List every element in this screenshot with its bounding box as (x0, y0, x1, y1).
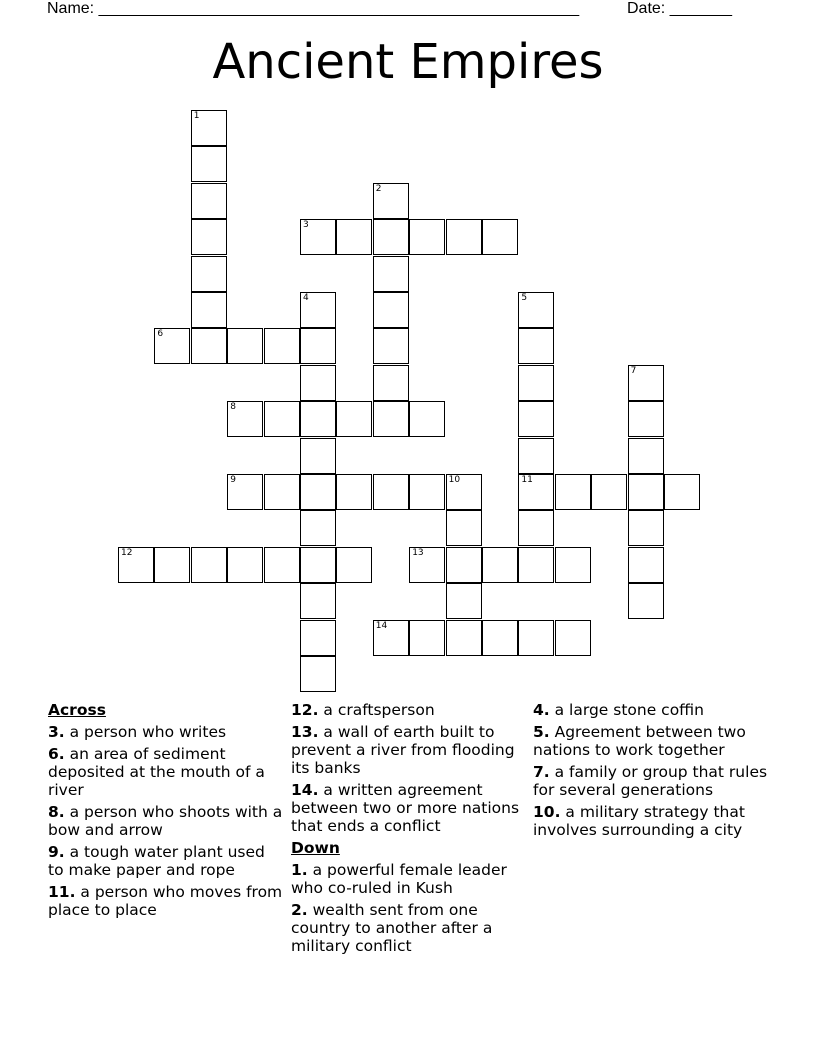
grid-cell[interactable] (191, 547, 227, 583)
clue-number: 4. (533, 701, 550, 719)
clue-text: a powerful female leader who co-ruled in Kush (291, 861, 507, 897)
grid-cell[interactable] (482, 547, 518, 583)
grid-cell[interactable] (373, 183, 409, 219)
clue-item (48, 745, 283, 799)
clue-item (533, 803, 773, 839)
grid-cell[interactable] (518, 292, 554, 328)
grid-cell[interactable] (300, 292, 336, 328)
grid-cell[interactable] (191, 183, 227, 219)
clue-number: 12. (291, 701, 319, 719)
clue-number: 13. (291, 723, 319, 741)
grid-cell[interactable] (227, 401, 263, 437)
clue-text: a craftsperson (318, 701, 435, 719)
grid-cell[interactable] (518, 510, 554, 546)
grid-cell[interactable] (628, 547, 664, 583)
grid-cell[interactable] (300, 547, 336, 583)
cell-number: 10 (448, 475, 461, 485)
clue-item (48, 883, 283, 919)
cell-number: 7 (630, 365, 637, 376)
grid-cell[interactable] (191, 328, 227, 364)
clues-column-3 (533, 701, 773, 843)
clue-item (533, 701, 773, 719)
clue-text: Agreement between two nations to work together (533, 723, 746, 759)
grid-cell[interactable] (336, 547, 372, 583)
grid-cell[interactable] (518, 547, 554, 583)
cell-number: 2 (375, 183, 382, 194)
grid-cell[interactable] (118, 547, 154, 583)
cell-number: 5 (521, 293, 528, 303)
clue-item (291, 723, 526, 777)
grid-cell[interactable] (300, 583, 336, 619)
clues-column-2 (291, 701, 526, 959)
grid-cell[interactable] (446, 474, 482, 510)
grid-cell[interactable] (300, 438, 336, 474)
clues-column-1 (48, 701, 283, 923)
grid-cell[interactable] (446, 620, 482, 656)
grid-cell[interactable] (518, 328, 554, 364)
grid-cell[interactable] (300, 365, 336, 401)
grid-cell[interactable] (191, 110, 227, 146)
grid-cell[interactable] (555, 547, 591, 583)
grid-cell[interactable] (373, 256, 409, 292)
grid-cell[interactable] (373, 292, 409, 328)
date-field[interactable]: Date: _______ (627, 0, 732, 17)
grid-cell[interactable] (264, 401, 300, 437)
grid-cell[interactable] (628, 365, 664, 401)
grid-cell[interactable] (409, 219, 445, 255)
clue-number: 10. (533, 803, 561, 821)
clue-number: 7. (533, 763, 550, 781)
grid-cell[interactable] (373, 401, 409, 437)
cell-number: 14 (375, 620, 388, 631)
clue-text: a wall of earth built to prevent a river from flooding its banks (291, 723, 515, 777)
cell-number: 4 (303, 293, 309, 303)
grid-cell[interactable] (300, 656, 336, 692)
clue-item (291, 781, 526, 835)
across-heading: Across (48, 701, 106, 719)
grid-cell[interactable] (409, 547, 445, 583)
grid-cell[interactable] (446, 583, 482, 619)
clue-number: 1. (291, 861, 308, 879)
grid-cell[interactable] (446, 510, 482, 546)
grid-cell[interactable] (373, 474, 409, 510)
clue-number: 5. (533, 723, 550, 741)
grid-cell[interactable] (628, 401, 664, 437)
grid-cell[interactable] (409, 474, 445, 510)
grid-cell[interactable] (518, 401, 554, 437)
clue-item (291, 861, 526, 897)
clue-number: 14. (291, 781, 319, 799)
down-heading: Down (291, 839, 340, 857)
grid-cell[interactable] (227, 474, 263, 510)
clue-text: a person who moves from place to place (48, 883, 283, 919)
clue-item (48, 803, 283, 839)
grid-cell[interactable] (628, 438, 664, 474)
grid-cell[interactable] (336, 219, 372, 255)
cell-number: 6 (157, 329, 164, 340)
grid-cell[interactable] (628, 583, 664, 619)
clue-number: 2. (291, 901, 308, 919)
grid-cell[interactable] (264, 474, 300, 510)
grid-cell[interactable] (555, 474, 591, 510)
clue-number: 8. (48, 803, 65, 821)
clue-item (533, 723, 773, 759)
grid-cell[interactable] (154, 547, 190, 583)
clue-number: 11. (48, 883, 76, 901)
grid-cell[interactable] (591, 474, 627, 510)
clue-text: a person who shoots with a bow and arrow (48, 803, 283, 839)
grid-cell[interactable] (300, 620, 336, 656)
cell-number: 1 (193, 111, 200, 121)
clue-item (291, 701, 526, 719)
grid-cell[interactable] (446, 219, 482, 255)
grid-cell[interactable] (191, 292, 227, 328)
grid-cell[interactable] (191, 146, 227, 182)
grid-cell[interactable] (373, 620, 409, 656)
clue-number: 9. (48, 843, 65, 861)
cell-number: 3 (303, 220, 309, 231)
grid-cell[interactable] (628, 474, 664, 510)
grid-cell[interactable] (482, 620, 518, 656)
grid-cell[interactable] (446, 547, 482, 583)
grid-cell[interactable] (300, 474, 336, 510)
grid-cell[interactable] (227, 328, 263, 364)
grid-cell[interactable] (373, 328, 409, 364)
grid-cell[interactable] (628, 510, 664, 546)
clue-text: a military strategy that involves surrounding a city (533, 803, 745, 839)
grid-cell[interactable] (409, 401, 445, 437)
grid-cell[interactable] (191, 219, 227, 255)
grid-cell[interactable] (300, 510, 336, 546)
grid-cell[interactable] (336, 401, 372, 437)
clue-text: a person who writes (64, 723, 227, 741)
name-field[interactable]: Name: ______________________________________________________ (47, 0, 580, 17)
page-title: Ancient Empires (212, 34, 604, 90)
cell-number: 11 (521, 475, 533, 485)
grid-cell[interactable] (264, 328, 300, 364)
clue-item (48, 723, 283, 741)
cell-number: 8 (230, 402, 236, 413)
cell-number: 12 (121, 547, 133, 558)
grid-cell[interactable] (154, 328, 190, 364)
clue-text: a written agreement between two or more nations that ends a conflict (291, 781, 520, 835)
grid-cell[interactable] (409, 620, 445, 656)
clue-number: 6. (48, 745, 65, 763)
grid-cell[interactable] (336, 474, 372, 510)
clue-item (533, 763, 773, 799)
clue-text: a large stone coffin (549, 701, 704, 719)
clue-text: a family or group that rules for several generations (533, 763, 768, 799)
grid-cell[interactable] (373, 365, 409, 401)
grid-cell[interactable] (555, 620, 591, 656)
grid-cell[interactable] (191, 256, 227, 292)
grid-cell[interactable] (518, 365, 554, 401)
cell-number: 13 (412, 547, 424, 558)
clue-item (48, 843, 283, 879)
grid-cell[interactable] (373, 219, 409, 255)
cell-number: 9 (230, 475, 236, 485)
grid-cell[interactable] (227, 547, 263, 583)
clue-item (291, 901, 526, 955)
clue-text: a tough water plant used to make paper and rope (48, 843, 265, 879)
grid-cell[interactable] (300, 401, 336, 437)
grid-cell[interactable] (518, 438, 554, 474)
grid-cell[interactable] (482, 219, 518, 255)
grid-cell[interactable] (300, 328, 336, 364)
clue-text: wealth sent from one country to another after a military conflict (291, 901, 493, 955)
grid-cell[interactable] (300, 219, 336, 255)
grid-cell[interactable] (264, 547, 300, 583)
clue-number: 3. (48, 723, 65, 741)
grid-cell[interactable] (518, 474, 554, 510)
grid-cell[interactable] (518, 620, 554, 656)
grid-cell[interactable] (664, 474, 700, 510)
clue-text: an area of sediment deposited at the mouth of a river (48, 745, 265, 799)
